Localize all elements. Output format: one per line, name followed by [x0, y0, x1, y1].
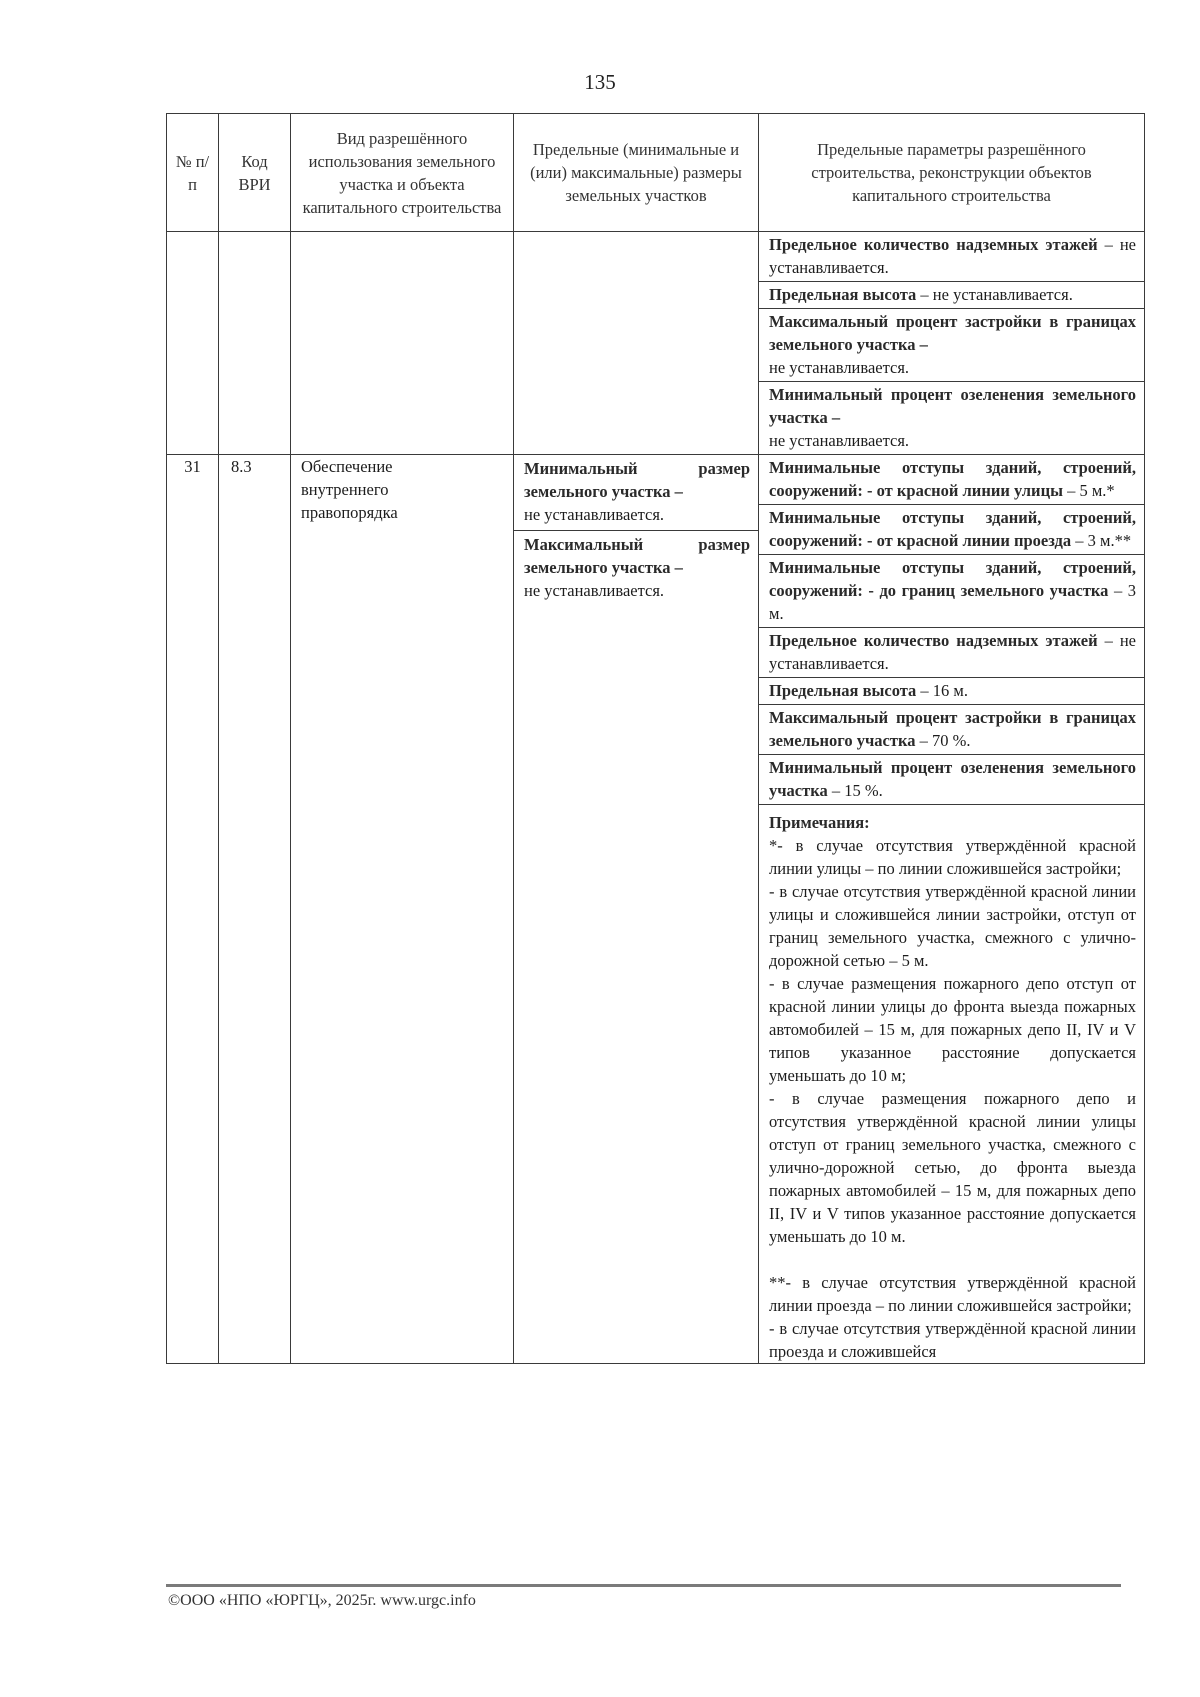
cell-empty: [167, 232, 219, 455]
header-use-type: Вид разрешённого использования земельного участка и объекта капитального строительства: [291, 114, 514, 232]
note-item: - в случае отсутствия утверждённой красной линии проезда и сложившейся: [769, 1319, 1136, 1361]
cell-params: [759, 455, 1145, 1364]
cell-use-type: Обеспечение внутреннего правопорядка: [291, 455, 514, 1364]
header-plot-sizes: Предельные (минимальные и (или) максимальные) размеры земельных участков: [514, 114, 759, 232]
note-item: **- в случае отсутствия утверждённой красной линии проезда – по линии сложившейся застройки;: [769, 1273, 1136, 1315]
param-floors: Предельное количество надземных этажей – не устанавливается.: [759, 232, 1144, 282]
header-construction-params: Предельные параметры разрешённого строительства, реконструкции объектов капитального строительства: [759, 114, 1145, 232]
footer-divider: [166, 1584, 1121, 1587]
notes-spacer: [769, 1248, 1136, 1271]
note-item: - в случае размещения пожарного депо отступ от красной линии улицы до фронта выезда пожарных автомобилей – 15 м, для пожарных депо II, IV и V типов указанное расстояние допускается уменьшать до 10 м;: [769, 974, 1136, 1085]
cell-row-number: 31: [167, 455, 219, 1364]
page-number: 135: [584, 70, 616, 94]
notes-title: Примечания:: [769, 813, 870, 832]
param-floors: Предельное количество надземных этажей – не устанавливается.: [759, 628, 1144, 678]
plot-size-max: Максимальный размер земельного участка – не устанавливается.: [524, 535, 750, 600]
param-min-greenery: Минимальный процент озеленения земельного участка – 15 %.: [759, 755, 1144, 805]
param-height: Предельная высота – 16 м.: [759, 678, 1144, 705]
param-setback-driveway: Минимальные отступы зданий, строений, сооружений: - от красной линии проезда – 3 м.**: [759, 505, 1144, 555]
cell-params: [759, 232, 1145, 455]
note-item: - в случае размещения пожарного депо и отсутствия утверждённой красной линии улицы отступ от границ земельного участка, смежного с улично-дорожной сетью, до фронта выезда пожарных автомобилей – 15 м, для пожарных депо II, IV и V типов указанное расстояние допускается уменьшать до 10 м.: [769, 1089, 1136, 1246]
plot-size-min: Минимальный размер земельного участка – не устанавливается.: [514, 455, 758, 531]
footer-copyright: ©ООО «НПО «ЮРГЦ», 2025г. www.urgc.info: [168, 1592, 476, 1609]
zoning-table: [166, 113, 1145, 1364]
param-max-coverage: Максимальный процент застройки в границах земельного участка – 70 %.: [759, 705, 1144, 755]
header-number: № п/п: [167, 114, 219, 232]
table-row-31: [167, 455, 1145, 1364]
param-setback-street: Минимальные отступы зданий, строений, сооружений: - от красной линии улицы – 5 м.*: [759, 455, 1144, 505]
cell-empty: [291, 232, 514, 455]
notes-block: [759, 805, 1144, 1363]
param-max-coverage: Максимальный процент застройки в границах земельного участка – не устанавливается.: [759, 309, 1144, 382]
note-item: *- в случае отсутствия утверждённой красной линии улицы – по линии сложившейся застройки;: [769, 836, 1136, 878]
cell-empty: [514, 232, 759, 455]
cell-plot-sizes: [514, 455, 759, 1364]
param-setback-boundary: Минимальные отступы зданий, строений, сооружений: - до границ земельного участка – 3 м.: [759, 555, 1144, 628]
cell-code: 8.3: [219, 455, 291, 1364]
table-header-row: [167, 114, 1145, 232]
param-min-greenery: Минимальный процент озеленения земельного участка – не устанавливается.: [769, 385, 1136, 450]
header-code: Код ВРИ: [219, 114, 291, 232]
note-item: - в случае отсутствия утверждённой красной линии улицы и сложившейся линии застройки, отступ от границ земельного участка, смежного с улично-дорожной сетью – 5 м.: [769, 882, 1136, 970]
cell-empty: [219, 232, 291, 455]
param-height: Предельная высота – не устанавливается.: [759, 282, 1144, 309]
table-row-continuation: [167, 232, 1145, 455]
